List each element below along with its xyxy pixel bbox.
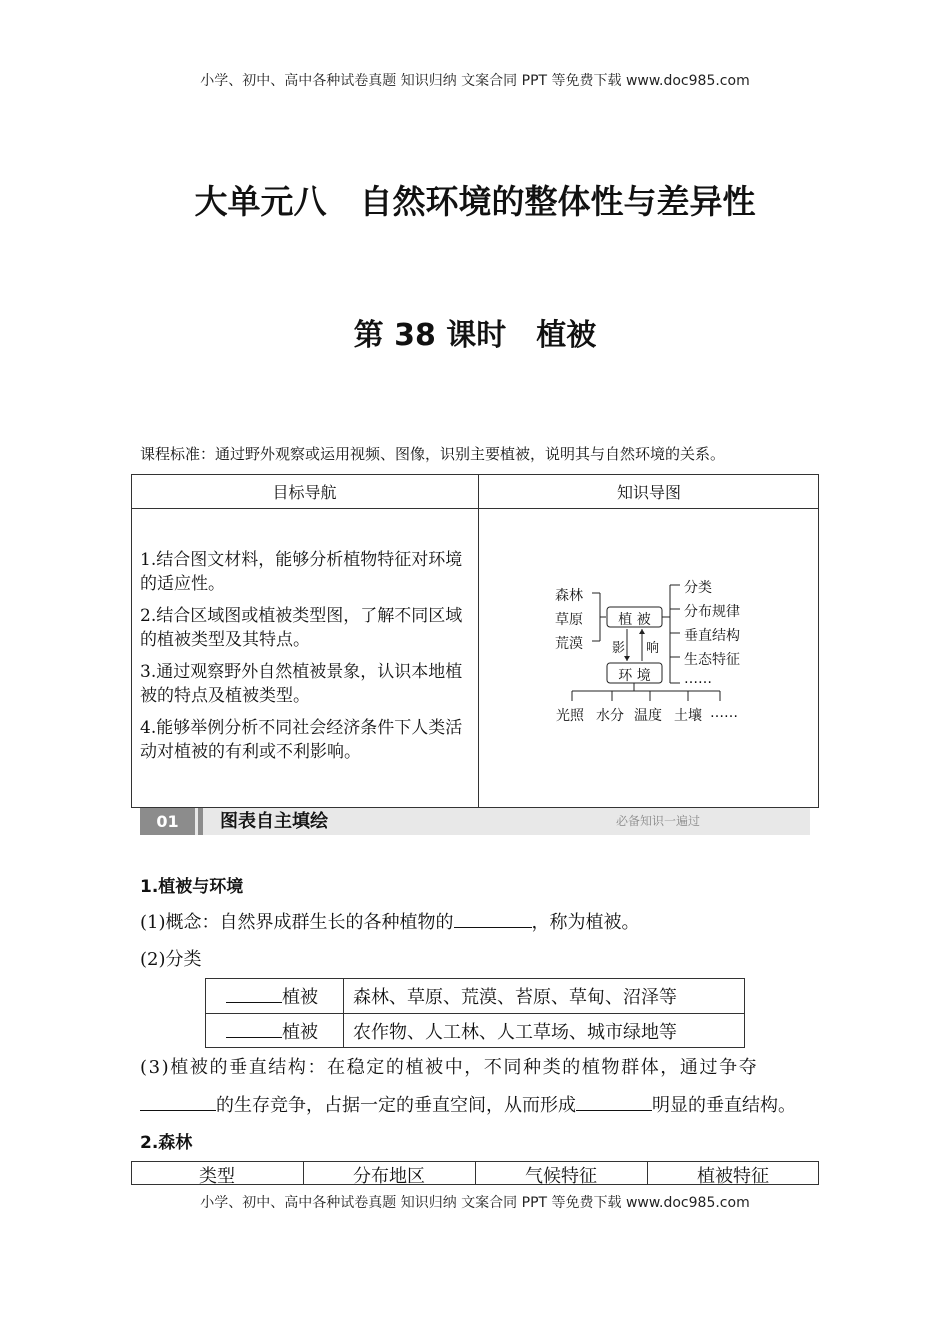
mindmap-bottom-item: …… [710,705,738,721]
forest-header-cell: 气候特征 [525,1166,597,1187]
mindmap-bottom-item: 温度 [634,708,662,724]
goal-item: 2.结合区域图或植被类型图，了解不同区域的植被类型及其特点。 [140,606,463,650]
type-blank[interactable] [226,984,282,1003]
table-header-line [131,508,819,509]
classification-examples-cell: 农作物、人工林、人工草场、城市绿地等 [353,1022,677,1043]
section-number: 01 [140,808,195,835]
vertical-mid-text: 的生存竞争，占据一定的垂直空间，从而形成 [216,1095,576,1116]
knowledge-mindmap [540,575,780,725]
mindmap-bottom-item: 土壤 [674,708,702,724]
mindmap-bottom-item: 水分 [596,708,624,724]
curriculum-standard: 课程标准：通过野外观察或运用视频、图像，识别主要植被，说明其与自然环境的关系。 [140,445,726,463]
classification-row-line [205,1013,745,1014]
structure-blank[interactable] [576,1092,652,1111]
mindmap-center-environment: 环 境 [618,668,651,684]
goal-item: 1.结合图文材料，能够分析植物特征对环境的适应性。 [140,550,463,594]
mindmap-arrow-label-right: 响 [646,641,660,656]
type-suffix: 植被 [282,1022,318,1043]
goal-item: 4.能够举例分析不同社会经济条件下人类活动对植被的有利或不利影响。 [140,718,463,762]
page-header: 小学、初中、高中各种试卷真题 知识归纳 文案合同 PPT 等免费下载 www.doc985.com [200,73,750,89]
mindmap-right-item: 垂直结构 [684,628,740,644]
vertical-structure-line2 [140,1091,796,1117]
type-blank[interactable] [226,1019,282,1038]
mindmap-center-vegetation: 植 被 [618,612,651,628]
mindmap-right-item: 生态特征 [684,652,740,668]
section-subtitle: 必备知识一遍过 [616,814,701,828]
section1-heading: 1.植被与环境 [140,877,244,897]
mindmap-header: 知识导图 [616,483,681,502]
mindmap-left-item: 荒漠 [555,636,583,652]
page-footer: 小学、初中、高中各种试卷真题 知识归纳 文案合同 PPT 等免费下载 www.doc985.com [200,1195,750,1211]
type-suffix: 植被 [282,987,318,1008]
classification-type-cell [226,983,318,1009]
mindmap-bottom-item: 光照 [556,708,584,724]
classification-type-cell [226,1018,318,1044]
goal-item: 3.通过观察野外自然植被景象，认识本地植被的特点及植被类型。 [140,662,463,706]
vertical-end-text: 明显的垂直结构。 [652,1095,796,1116]
competition-blank[interactable] [140,1092,216,1111]
forest-header-cell: 植被特征 [697,1166,769,1187]
forest-header-cell: 类型 [199,1166,235,1187]
classification-examples-cell: 森林、草原、荒漠、苔原、草甸、沼泽等 [353,987,677,1008]
unit-title: 大单元八 自然环境的整体性与差异性 [194,182,756,221]
mindmap-right-item: …… [684,671,712,687]
classification-label: (2)分类 [140,949,202,970]
mindmap-arrow-label-left: 影 [612,641,626,656]
concept-blank[interactable] [454,909,532,928]
concept-line [140,908,640,934]
section2-heading: 2.森林 [140,1133,193,1153]
goals-header: 目标导航 [272,483,337,502]
mindmap-left-item: 森林 [555,588,583,604]
section-title: 图表自主填绘 [220,811,328,832]
vertical-structure-line1: (3)植被的垂直结构：在稳定的植被中，不同种类的植物群体，通过争夺 [140,1057,759,1078]
section-band-bar [198,808,203,835]
concept-prefix: (1)概念：自然界成群生长的各种植物的 [140,912,454,933]
forest-header-cell: 分布地区 [353,1166,425,1187]
concept-suffix: ，称为植被。 [531,912,640,933]
mindmap-left-item: 草原 [555,612,583,628]
classification-col-line [343,978,344,1048]
mindmap-right-item: 分布规律 [684,604,740,620]
mindmap-right-item: 分类 [684,580,712,596]
lesson-title: 第 38 课时 植被 [353,318,597,353]
table-divider [478,474,479,808]
